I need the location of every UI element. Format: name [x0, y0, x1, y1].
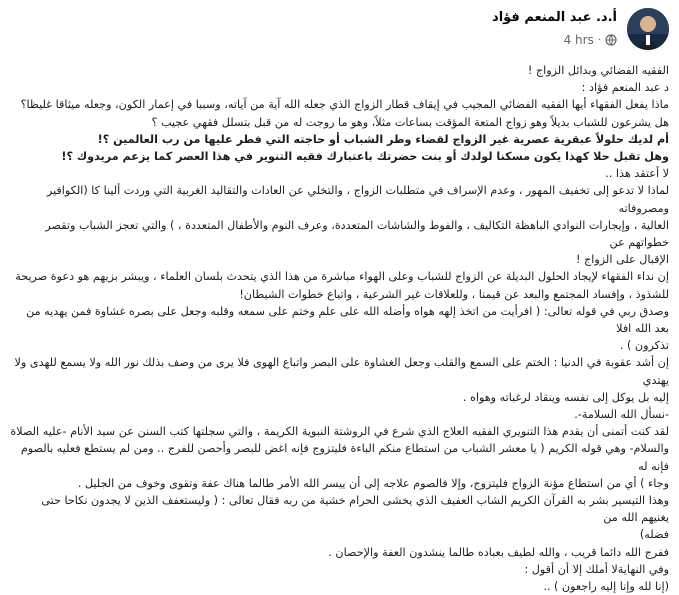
post-line: إن نداء الفقهاء لإيجاد الحلول البديلة عن الزواج للشباب وعلى الهواء مباشرة من هذا الذي يتحدث بلسان العلماء ، ويبشر بزيهم هو دعوة صريحة	[15, 270, 669, 284]
post-line: العالية ، وإيجارات النوادي الباهظة التكاليف ، والفوط والشاشات المتعددة، وعرف النوم والأطفال المتعددة ، ) والتي تعجز الشباب وتقصر خطواتهم عن	[45, 218, 669, 250]
post-body	[10, 62, 669, 594]
post-line: أم لديك حلولاً عبقرية عصرية غير الزواج لقضاء وطر الشباب أو حاجته التي فطر عليها من رب العالمين ؟!	[97, 132, 669, 146]
post-meta	[564, 33, 617, 47]
post-line: وفي النهايةلا أملك إلا أن أقول :	[524, 562, 669, 576]
post-line: والسلام- وهي قوله الكريم ( يا معشر الشباب من استطاع منكم الباءة فليتزوج فإنه اغض للبصر وأحصن للفرج .. ومن لم يستطع فعليه بالصوم فإنه له	[20, 442, 669, 473]
author-avatar[interactable]	[627, 8, 669, 50]
post-time[interactable]: 4 hrs	[563, 33, 594, 47]
post-line: للشذوذ ، وإفساد المجتمع والبعد عن قيمنا ، وللعلاقات غير الشرعية ، واتباع خطوات الشيطان!	[239, 287, 669, 301]
post-line: د عبد المنعم فؤاد :	[581, 81, 669, 95]
globe-icon[interactable]	[605, 34, 617, 46]
post-line: تذكرون ) .	[619, 339, 669, 353]
post-line: لقد كنت أتمنى أن يقدم هذا التنويري الفقيه العلاج الذي شرع في الروشتة النبوية الكريمة ، والتي سجلتها كتب السنن عن سيد الأنام -عليه الصلاة	[10, 425, 669, 439]
post-line: الفقيه الفضائي وبدائل الزواج !	[527, 64, 669, 77]
post-line: إليه بل يوكل إلى نفسه وينقاد لرغباته وهواه .	[462, 390, 669, 404]
post-line: وهذا التيسير بشر به القرآن الكريم الشاب العفيف الذي يخشى الحرام خشية من ربه فقال تعالى : ( وليستعفف الذين لا يجدون نكاحا حتى يغنيهم الله من	[41, 494, 669, 525]
post-line: وجاء ) أي من استطاع مؤنة الزواج فليتزوج، وإلا فالصوم علاجه إلى أن ييسر الله الأمر طالما هناك عفة وتقوى وخوف من الجليل .	[77, 476, 669, 490]
post-line: الإقبال على الزواج !	[575, 253, 669, 267]
author-name[interactable]: أ.د. عبد المنعم فؤاد	[492, 10, 617, 25]
post-line: وصدق ربي في قوله تعالى: ( افرأيت من اتخذ إلهه هواه وأضله الله على علم وختم على سمعه وقلبه وجعل على بصره غشاوة فمن يهديه من بعد الله افلا	[26, 304, 669, 336]
post-line: لا أعتقد هذا ..	[605, 167, 669, 181]
post-line: هل يشرعون للشباب بديلاً وهو زواج المتعة المؤقت بساعات مثلاً، وهو ما روجت له من قبل بتسلل فقهي عجيب ؟	[151, 115, 669, 129]
post-line: (إنا لله وإنا إليه راجعون ) ..	[543, 580, 669, 594]
post-line: إن أشد عقوبة في الدنيا : الختم على السمع والقلب وجعل الغشاوة على البصر واتباع الهوى فلا يرى من وصف بذلك نور الله ولا يسمع للهدى ولا يهتدي	[14, 356, 669, 387]
post-line: -نسأل الله السلامة-.	[574, 408, 669, 422]
post-header	[10, 4, 669, 56]
post-line: فضله)	[639, 528, 669, 542]
meta-separator: ·	[597, 34, 601, 46]
post-line: ففرج الله دائما قريب ، والله لطيف بعباده طالما ينشدون العفة والإحصان .	[328, 545, 669, 559]
post-line: وهل تقبل حلا كهذا يكون مسكنا لولدك أو بنت حضرتك باعتبارك فقيه التنوير في هذا العصر كما يزعم مريدوك ؟!	[61, 150, 669, 164]
post-line: لماذا لا تدعو إلى تخفيف المهور ، وعدم الإسراف في متطلبات الزواج ، والتخلي عن العادات والتقاليد الغربية التي وردت ألينا كا (الكوافير ومصروفاته	[46, 184, 669, 215]
post-line: ماذا يفعل الفقهاء أيها الفقيه الفضائي المجيب في إيقاف قطار الزواج الذي جعله الله آية من آياته، وسببا في إعمار الكون، وجعله ميثاقا غليظا؟	[20, 98, 669, 112]
